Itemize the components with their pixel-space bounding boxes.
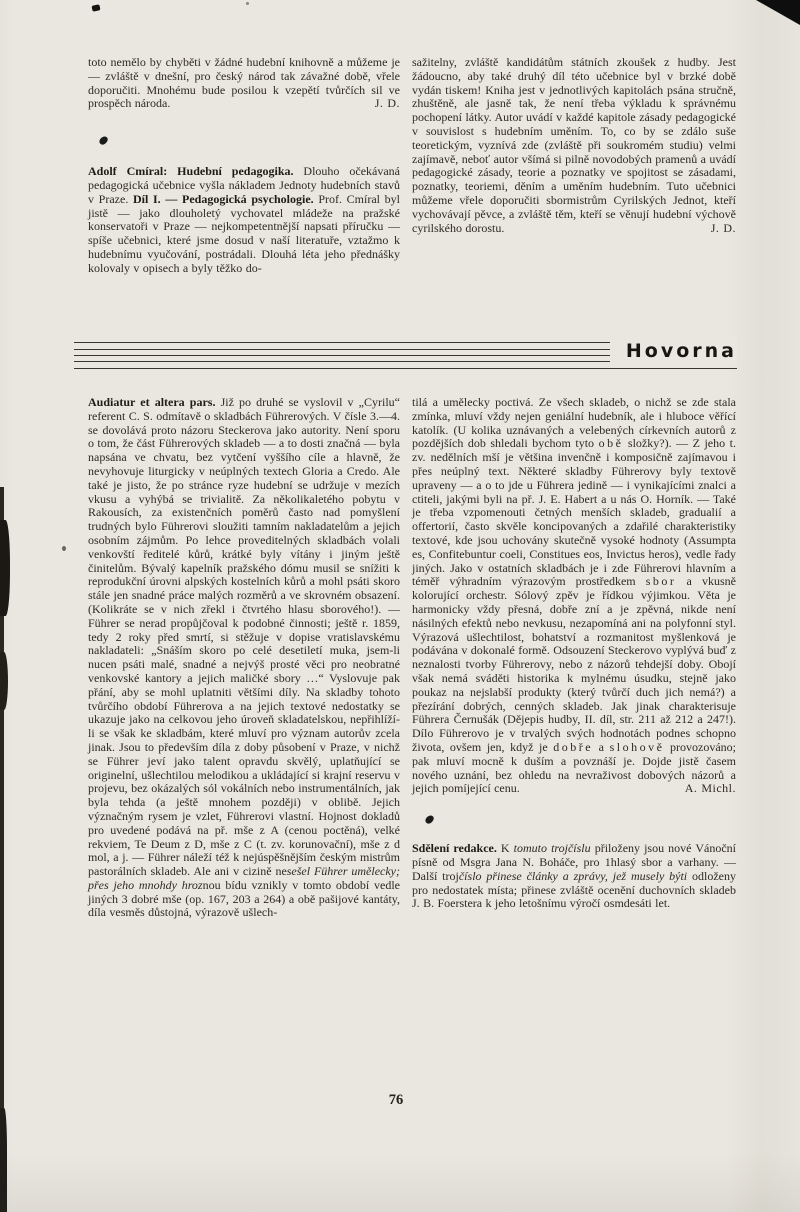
scan-edge-line-left: [0, 487, 4, 1212]
scan-blob-left-3: [0, 1108, 7, 1212]
top-left-column: [88, 56, 400, 276]
review-cmiral-continuation: [412, 56, 736, 235]
review-cmiral-continuation-text: sažitelny, zvláště kandidátům státních zkoušek z hudby. Jest žádoucno, aby také druhý díl této učebnice byl v brzké době vydán tiskem! Kniha jest v jednotlivých kapitolách psána stručně, zhuštěně, ale jasně tak, že není třeba výkladu k správnému pochopení látky. Autor uvádí v každé kapitole zásady pedagogické v souvislost s hudebním uměním. To, co by se zdálo suše teoretickým, vyznívá zde (zvláště při soukromém studiu) velmi zajímavě, neboť autor všímá si pilně novodobých pramenů a uvádí pedagogické zásady, teorie a poznatky ve spojitost se zásadami, poznatky, teoriemi, děním a uměním hudebním. Tuto učebnici můžeme vřele doporučiti sbormistrům Cyrilských Jednot, kteří vychovávají pěvce, a zvláště těm, kteří se věnují hudební výchově cyrilského dorostu.: [412, 55, 736, 235]
page-number: 76: [388, 1092, 404, 1108]
paragraph-continuation: [88, 56, 400, 111]
author-signature: A. Michl.: [684, 781, 736, 796]
sdeleni-redakce-paragraph: [412, 842, 736, 911]
scan-speck-left-margin: [62, 546, 66, 551]
section-header-hovorna: [74, 339, 737, 375]
header-rule: [74, 368, 737, 369]
section-divider-ornament: [98, 135, 109, 146]
bottom-right-column: [412, 396, 736, 911]
scan-speck-top-center: [246, 2, 249, 5]
reviewer-initials: J. D.: [710, 220, 736, 235]
review-cmiral-paragraph: [88, 165, 400, 275]
sdeleni-redakce-text: Sdělení redakce. K tomuto trojčíslu přiloženy jsou nové Vánoční písně od Msgra Jana N. Boháče, pro 1hlasý sbor a varhany. — Další trojčíslo přinese články a zprávy, jež musely býti odloženy pro nedostatek místa; přinese zvláště ocenění duchovních skladeb J. B. Foerstera k jeho letošnímu výročí osmdesáti let.: [412, 841, 737, 911]
paragraph-continuation-text: toto nemělo by chyběti v žádné hudební knihovně a můžeme je — zvláště v dnešní, pro český národ tak závažné době, vřele doporučiti. Mnohému bude posilou k vzepětí tvůrčích sil ve prospěch národa.: [88, 55, 400, 111]
audiatur-text: Audiatur et altera pars. Již po druhé se vyslovil v „Cyrilu“ referent C. S. odmítavě o skladbách Führerových. V čísle 3.—4. se dovolává proto názoru Steckerova jako autority. Není sporu o tom, že část Führerových skladeb — a to dosti značná — byla napsána ve chvatu, bez vytčení vyššího cíle a hlavně, že nevyhovuje liturgicky v neúplných textech Gloria a Credo. Ale také je jisto, že po stránce ryze hudební se udržuje v mezích vkusu a vyhýbá se trivialitě. Za několikaletého pobytu v Rakousích, za existenčních poměrů často nad pomyšlení trudných bylo Führerovi sloužiti tamním nakladatelům a jejich osobním zájmům. Po lehce proveditelných skladbách volali venkovští ředitelé kůrů, krátké byly vítány i jiným ještě činitelům. Bývalý kapelník pražského dómu musil se snížiti k reprodukční úrovni alpských kostelních kůrů a mohl psáti skoro stále jen snadné práce malých rozměrů a ve skrovném obsazení. (Kolikráte se v nich zřekl i čtvrtého hlasu sborového!). — Führer se nerad propůjčoval k podobné činnosti; ještě r. 1859, tedy 2 roky před smrtí, si stěžuje v dopise vratislavskému nakladateli: „Snáším skoro po celé desetiletí muka, jsem-li nucen psáti malé, snadné a nejvýš prosté věci pro neobratné venkovské kantory a jejich maličké sbory …“ Vyslovuje pak přání, aby se mohl uplatniti většími díly. Na skladby tohoto tvůrčího období Führerova a na jejich textové nedostatky se ukazuje jako na celkovou jeho úroveň skladatelskou, nepřihlíží-li se však ke skladbám, které mluví pro význam autorův zcela jinak. Jsou to především díla z doby působení v Praze, v nichž se Führer jeví jako talent opravdu skvělý, uplatňující se originelní, ušlechtilou melodikou a ukládající si krajní reservu v projevu, bez okázalých sól vokálních nebo instrumentálních, jak byla tehda (a ještě mnohem později) v oblibě. Jejich význačným rysem je vzlet, Führerovi vlastní. Hojnost dokladů pro uvedené podává na př. mše z A (cenou poctěná), velké rekviem, Te Deum z D, mše z C (t. zv. korunovační), mše z d mol, a j. — Führer náleží též k nejúspěšnějším českým mistrům pastorálních skladeb. Ale ani v cizině nesešel Führer umělecky; přes jeho mnohdy hroznou bídu vznikly v tomto období vedle jiných 3 dobré mše (op. 167, 203 a 264) a obě pašijové kantáty, díla vesměs důstojná, výrazově ušlech-: [88, 395, 400, 920]
section-divider-ornament: [424, 814, 435, 825]
bottom-left-column: [88, 396, 400, 920]
scan-mark-top-right-corner: [756, 0, 800, 25]
audiatur-continuation: [412, 396, 736, 796]
audiatur-continuation-text: tilá a umělecky poctivá. Ze všech skladeb, o nichž se zde stala zmínka, mluví vždy nejen geniální hudebník, ale i hluboce věřící katolík. (U kolika uznávaných a velebených církevních autorů z pozdějších dob shledali bychom tyto obě složky?). — Z jeho t. zv. nedělních mší je většina invenčně i komposičně zajímavou i přes neúplný text. Některé skladby Führerovy byly textově upraveny — a o to jde u Führera jedině — i vynikajícími znalci a ctiteli, jakými byli na př. J. E. Habert a u nás O. Horník. — Také je třeba vzpomenouti četných menších skladeb, gradualií a offertorií, často skvěle koncipovaných a zdařilé charakteristiky textové, kde jsou uchovány skutečně vysoké hodnoty (Assumpta es, Confitebuntur coeli, Constitues eos, Invictus heros), vedle řady jiných. Jako v ostatních skladbách je i zde Führerovi hlavním a téměř výhradním výrazovým prostředkem sbor a vkusně kolorující orchestr. Sólový zpěv je řídkou výjimkou. Věta je harmonicky vždy přesná, dobře zní a je zpěvná, nikde není násilných efektů nebo nevkusu, nezapomíná ani na polyfonní styl. Výrazová ušlechtilost, bohatství a rozmanitost myšlenková je podávána v dokonalé formě. Odsouzení Steckerovo vyplývá buď z neznalosti tvorby Führerovy, nebo z názorů tehdejší doby. Obojí však nemá sváděti historika k mylnému úsudku, stejně jako poukaz na nejslabší produkty (který tvůrčí duch jich nemá?) a přezírání dobrých, cenných skladeb. Jak jinak charakterisuje Führera Černušák (Dějepis hudby, II. díl, str. 211 až 212 a 247!). Dílo Führerovo je v trvalých svých hodnotách podnes schopno života, ovšem jen, když je dobře a slohově provozováno; pak mluví mocně k duším a povznáší je. Dojde jistě časem nového uznání, bez ohledu na nevraživost dobových názorů a jejich pomíjející cenu.: [412, 395, 737, 796]
reviewer-initials: J. D.: [374, 96, 400, 111]
scan-blob-left-1: [0, 520, 10, 616]
scan-shadow-bottom: [0, 1152, 800, 1212]
section-title: Hovorna: [610, 337, 737, 365]
scan-blob-left-2: [0, 652, 8, 710]
review-cmiral-text: Adolf Cmíral: Hudební pedagogika. Dlouho očekávaná pedagogická učebnice vyšla nákladem Jednoty hudebních stavů v Praze. Díl I. — Pedagogická psychologie. Prof. Cmíral byl jistě — jako dlouholetý vychovatel mládeže na pražské konservatoři v Praze — nejkompetentnější napsati příručku — spíše učebnici, které jsme dosud v naší literatuře, vztažmo k hudebnímu vyučování, postrádali. Dlouhá léta jeho přednášky kolovaly v opisech a byly těžko do-: [88, 164, 401, 275]
audiatur-paragraph: [88, 396, 400, 920]
top-right-column: [412, 56, 736, 235]
scan-speck-top-left: [91, 4, 100, 12]
